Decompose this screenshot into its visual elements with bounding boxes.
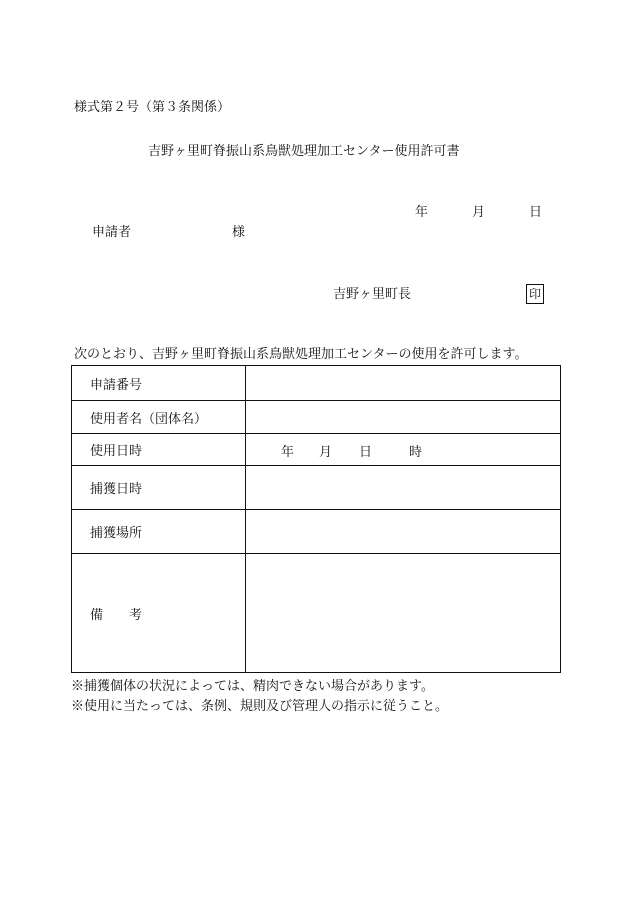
usage-hour-label: 時 xyxy=(409,444,423,460)
row-label-application-number: 申請番号 xyxy=(72,366,246,401)
permit-details-table xyxy=(71,365,561,673)
usage-month-label: 月 xyxy=(319,444,333,460)
row-label-capture-datetime: 捕獲日時 xyxy=(72,466,246,510)
user-name-field[interactable] xyxy=(246,401,561,434)
row-label-remarks: 備 考 xyxy=(72,554,246,673)
note-usage-rules: ※使用に当たっては、条例、規則及び管理人の指示に従うこと。 xyxy=(71,699,449,714)
recipient-label: 申請者 xyxy=(92,225,132,240)
note-meat-processing: ※捕獲個体の状況によっては、精肉できない場合があります。 xyxy=(71,679,434,694)
table-row xyxy=(72,510,561,554)
remarks-field[interactable] xyxy=(246,554,561,673)
usage-day-label: 日 xyxy=(359,444,373,460)
permission-statement: 次のとおり、吉野ヶ里町脊振山系鳥獣処理加工センターの使用を許可します。 xyxy=(74,347,528,362)
date-day-label: 日 xyxy=(529,205,543,220)
usage-datetime-units xyxy=(246,441,560,460)
capture-datetime-field[interactable] xyxy=(246,466,561,510)
row-label-usage-datetime: 使用日時 xyxy=(72,434,246,466)
row-label-user-name: 使用者名（団体名） xyxy=(72,401,246,434)
document-title: 吉野ヶ里町脊振山系鳥獣処理加工センター使用許可書 xyxy=(148,144,460,159)
form-number: 様式第２号（第３条関係） xyxy=(74,100,231,115)
date-year-label: 年 xyxy=(415,205,429,220)
table-row xyxy=(72,401,561,434)
table-row xyxy=(72,554,561,673)
seal-stamp: 印 xyxy=(526,284,544,304)
table-row xyxy=(72,366,561,401)
table-row xyxy=(72,434,561,466)
issuer-name: 吉野ヶ里町長 xyxy=(333,287,412,302)
recipient-honorific: 様 xyxy=(232,225,246,240)
usage-datetime-field[interactable] xyxy=(246,434,561,466)
usage-year-label: 年 xyxy=(281,444,295,460)
application-number-field[interactable] xyxy=(246,366,561,401)
table-row xyxy=(72,466,561,510)
capture-location-field[interactable] xyxy=(246,510,561,554)
row-label-capture-location: 捕獲場所 xyxy=(72,510,246,554)
date-month-label: 月 xyxy=(472,205,486,220)
